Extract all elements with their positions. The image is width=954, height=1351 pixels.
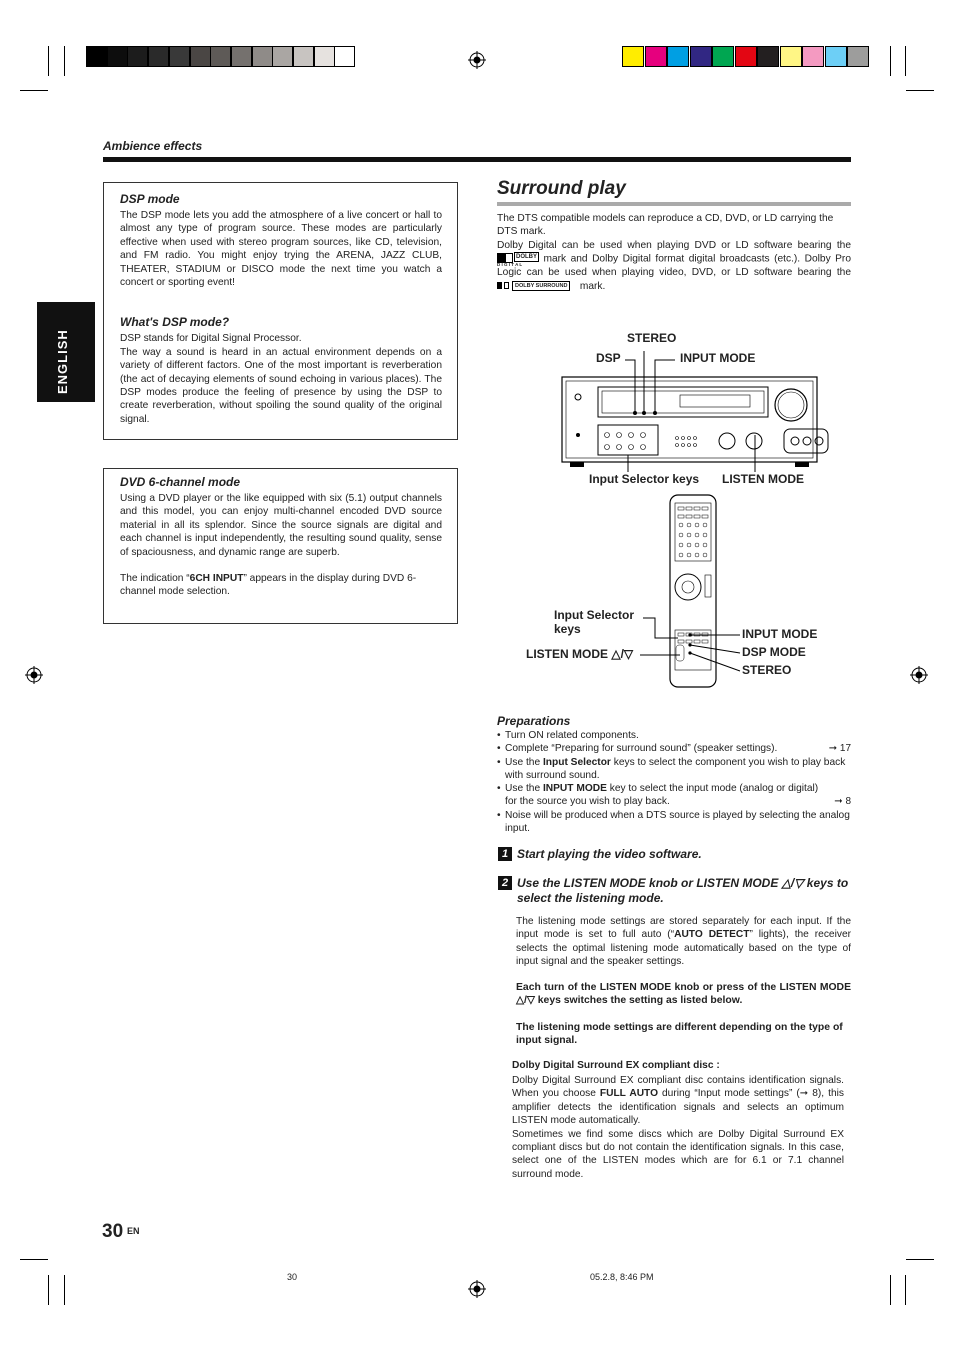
intro-text — [497, 212, 851, 293]
label-remote-stereo: STEREO — [742, 663, 792, 677]
label-remote-input-mode: INPUT MODE — [742, 627, 818, 641]
preparation-item: • Use the INPUT MODE key to select the input mode (analog or digital) for the source you wish to play back. ➞ 8 — [497, 782, 851, 809]
color-swatch — [735, 46, 757, 67]
dolby-digital-logo-icon: DOLBY D I G I T A L — [497, 254, 537, 268]
label-remote-listen-mode: LISTEN MODE △/▽ — [526, 647, 634, 661]
registration-mark-icon — [25, 666, 43, 684]
crop-mark — [905, 1275, 906, 1305]
gray-swatch — [252, 46, 273, 67]
gray-swatch — [127, 46, 148, 67]
step-2-description: The listening mode settings are stored separately for each input. If the input mode is set to full auto (“AUTO DETECT” lights), the receiver selects the optimal listening mode automatically based on the type of input signal and the speaker settings. — [516, 916, 852, 968]
whats-dsp-text: The way a sound is heard in an actual environment depends on a variety of different factors. One of the most important is reverberation (the act of decaying elements of sound echoing in various places). The DSP modes produce the feeling of presence by using the DSP to create reverberation, without spoiling the sound quality of the original signal. — [120, 346, 442, 425]
preparation-item: • Use the Input Selector keys to select the component you wish to play back with surround sound. — [497, 756, 851, 783]
page-reference: ➞ 17 — [828, 743, 851, 755]
crop-mark — [64, 1275, 65, 1305]
page-number: 30 — [102, 1221, 124, 1242]
color-swatch — [802, 46, 824, 67]
ex-disc-text: Dolby Digital Surround EX compliant disc contains identification signals. When you choose FULL AUTO during “Input mode settings” (➞ 8), this amplifier detects the identification signals and selects an optimum LISTEN mode automatically. Sometimes we find some discs which are Dolby Digital Surround EX compliant discs but do not contain the identification signals. In this case, select one of the LISTEN modes which are for 6.1 or 7.1 channel surround mode. — [512, 1075, 844, 1180]
step-2-text: Use the LISTEN MODE knob or LISTEN MODE △/▽ keys to select the listening mode. — [517, 876, 849, 905]
section-title: Ambience effects — [103, 139, 203, 153]
color-swatch — [712, 46, 734, 67]
gray-swatch — [231, 46, 252, 67]
header-rule — [103, 157, 851, 162]
label-input-selector-keys: Input Selector keys — [589, 472, 700, 486]
crop-mark — [48, 46, 49, 76]
crop-mark — [20, 1259, 48, 1260]
color-swatch — [847, 46, 869, 67]
color-swatch — [825, 46, 847, 67]
page-title: Surround play — [497, 178, 626, 199]
color-swatch — [690, 46, 712, 67]
footer-page: 30 — [287, 1272, 298, 1282]
gray-swatch — [148, 46, 169, 67]
label-dsp: DSP — [596, 351, 621, 365]
color-swatch — [667, 46, 689, 67]
ex-disc-heading: Dolby Digital Surround EX compliant disc : — [512, 1060, 720, 1071]
registration-mark-icon — [910, 666, 928, 684]
gray-swatch — [107, 46, 128, 67]
crop-mark — [906, 90, 934, 91]
receiver-front-panel — [562, 377, 817, 462]
label-stereo: STEREO — [627, 331, 677, 345]
gray-swatch — [272, 46, 293, 67]
preparation-item: • Turn ON related components. — [497, 729, 851, 742]
listen-mode-input-note: The listening mode settings are different depending on the type of input signal. — [516, 1022, 843, 1047]
label-input-mode: INPUT MODE — [680, 351, 756, 365]
footer-timestamp: 05.2.8, 8:46 PM — [590, 1272, 654, 1282]
registration-mark-icon — [468, 1280, 486, 1298]
preparations-list — [497, 729, 851, 835]
step-2-number: 2 — [498, 876, 512, 890]
color-swatch — [645, 46, 667, 67]
step-1-text: Start playing the video software. — [517, 847, 702, 861]
color-swatch — [757, 46, 779, 67]
crop-mark — [890, 1275, 891, 1305]
page-reference: ➞ 8 — [834, 796, 851, 808]
whats-dsp-line1: DSP stands for Digital Signal Processor. — [120, 333, 302, 345]
dvd-6ch-note: The indication “6CH INPUT” appears in the display during DVD 6-channel mode selection. — [120, 573, 417, 598]
gray-swatch — [334, 46, 355, 67]
color-swatch — [780, 46, 802, 67]
gray-swatch — [86, 46, 107, 67]
preparations-heading: Preparations — [497, 714, 571, 728]
label-remote-dsp-mode: DSP MODE — [742, 645, 806, 659]
gray-swatch — [314, 46, 335, 67]
remote-control — [670, 495, 716, 687]
label-listen-mode: LISTEN MODE — [722, 472, 805, 486]
title-rule — [497, 202, 851, 206]
dvd-6ch-box — [103, 468, 458, 624]
crop-mark — [905, 46, 906, 76]
dsp-mode-heading: DSP mode — [120, 192, 180, 206]
dsp-mode-text: The DSP mode lets you add the atmosphere of a live concert or hall to almost any type of program source. These modes are particularly effective when used with stereo program sources, like CD, television, and FM radio. You might enjoy trying the ARENA, JAZZ CLUB, THEATER, STADIUM or DISCO mode the next time you watch a concert or sporting event! — [120, 210, 442, 289]
gray-swatch — [190, 46, 211, 67]
dolby-surround-logo-icon: DOLBY SURROUND — [497, 281, 577, 291]
crop-mark — [20, 90, 48, 91]
gray-swatch — [293, 46, 314, 67]
crop-mark — [906, 1259, 934, 1260]
language-tab-label: ENGLISH — [55, 329, 70, 394]
dvd-6ch-heading: DVD 6-channel mode — [120, 475, 241, 489]
page-language: EN — [127, 1226, 140, 1236]
color-swatch — [622, 46, 644, 67]
label-remote-input-selector: Input Selector keys — [554, 608, 635, 636]
dvd-6ch-text: Using a DVD player or the like equipped with six (5.1) output channels and this model, you can enjoy multi-channel encoded DVD source material in all its splendor. Since the source signals are digital and each channel is input independently, the resulting sound quality, sense of spaciousness, and dynamic range are superb. — [120, 493, 442, 558]
registration-mark-icon — [468, 51, 486, 69]
dsp-info-box — [103, 182, 458, 440]
intro-dts: The DTS compatible models can reproduce a CD, DVD, or LD carrying the DTS mark. — [497, 213, 834, 238]
crop-mark — [64, 46, 65, 76]
crop-mark — [890, 46, 891, 76]
intro-dolby: Dolby Digital can be used when playing DVD or LD software bearing the DOLBY D I G I T A L mark and Dolby Digital format digital broadcasts (etc.). Dolby Pro Logic can be used when playing video, DVD, or LD software bearing the DOLBY SURROUND mark. — [497, 239, 851, 292]
preparation-item: • Complete “Preparing for surround sound” (speaker settings). ➞ 17 — [497, 742, 851, 755]
language-tab — [37, 302, 95, 402]
step-1-number: 1 — [498, 847, 512, 861]
preparation-item: • Noise will be produced when a DTS source is played by selecting the analog input. — [497, 809, 851, 836]
whats-dsp-heading: What's DSP mode? — [120, 315, 230, 330]
gray-swatch — [210, 46, 231, 67]
gray-swatch — [169, 46, 190, 67]
crop-mark — [48, 1275, 49, 1305]
listen-mode-switch-note: Each turn of the LISTEN MODE knob or press of the LISTEN MODE △/▽ keys switches the setting as listed below. — [516, 982, 851, 1007]
